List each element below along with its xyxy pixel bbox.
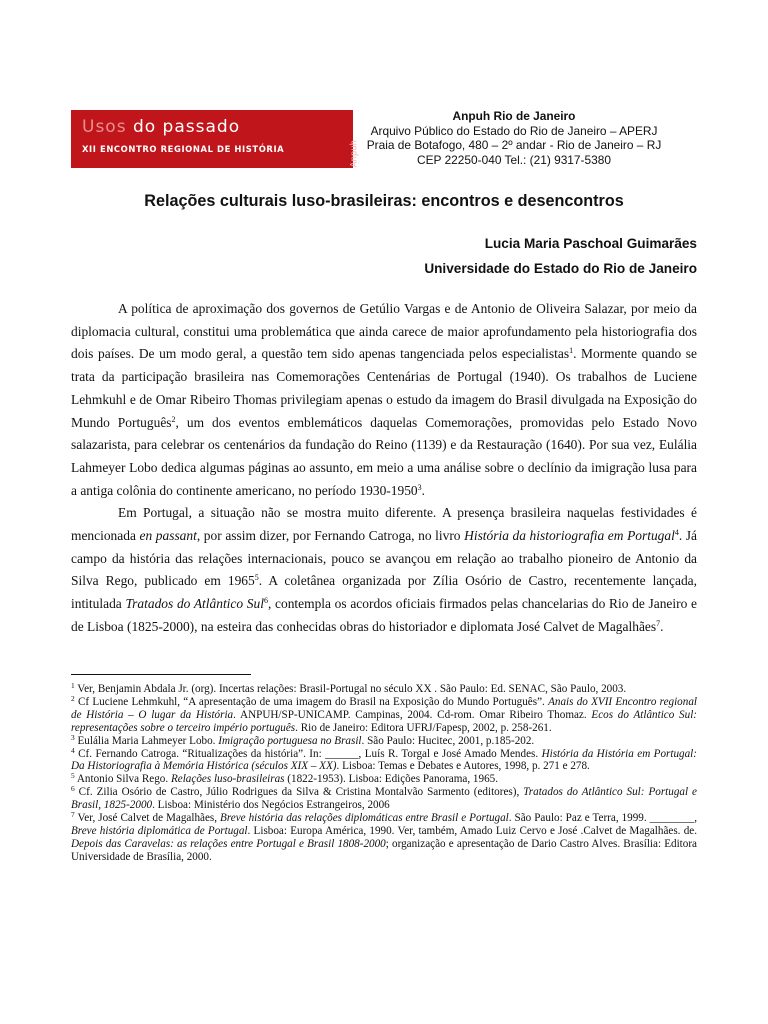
footnote-italic: Breve história diplomática de Portugal <box>71 824 248 837</box>
banner-title-main: do passado <box>126 117 241 137</box>
footnote-ref[interactable]: 2 <box>171 414 176 424</box>
footnote-italic: Breve história das relações diplomáticas entre Brasil e Portugal <box>220 812 509 825</box>
text-span: , contempla os acordos oficiais firmados pelas chancelarias do Rio de Janeiro e de Lisboa (1825-2000), na esteira das conhecidas obras do historiador e diplomata José Calvet de Magalhães <box>71 596 697 634</box>
banner-title <box>82 117 240 137</box>
footnote-ref[interactable]: 6 <box>263 596 268 606</box>
paragraph-1 <box>71 298 697 502</box>
footnote-3 <box>71 732 697 748</box>
paper-title: Relações culturais luso-brasileiras: encontros e desencontros <box>144 192 624 210</box>
footnote-text: Cf Luciene Lehmkuhl, “A apresentação de uma imagem do Brasil na Exposição do Mundo Português”. <box>74 695 549 708</box>
body-text <box>71 298 697 639</box>
text-span: . A coletânea organizada por Zília Osório de Castro, recentemente lançada, intitulada <box>71 573 697 612</box>
text-span: , por assim dizer, por Fernando Catroga, no livro <box>196 528 465 544</box>
banner-title-faded: Usos <box>82 117 127 137</box>
footnote-text: . Lisboa: Ministério dos Negócios Estrangeiros, 2006 <box>152 799 390 812</box>
footnote-text: . São Paulo: Paz e Terra, 1999. ________, <box>508 812 697 825</box>
banner-subtitle: XII ENCONTRO REGIONAL DE HISTÓRIA <box>82 144 285 154</box>
footnote-text: Cf. Fernando Catroga. “Ritualizações da história”. In: ______, Luís R. Torgal e José Amado Mendes. <box>74 747 542 760</box>
italic-book-title: Tratados do Atlântico Sul <box>125 596 264 612</box>
footnotes <box>71 683 697 864</box>
event-logo-banner <box>71 110 359 168</box>
text-span: A política de aproximação dos governos de Getúlio Vargas e de Antonio de Oliveira Salazar, por meio da diplomacia cultural, constitui uma problemática que ainda carece de maior aprofundamento pela historiografia dos dois países. De um modo geral, a questão tem sido apenas tangenciada pelos especialistas <box>71 301 697 362</box>
footnote-italic: Tratados do Atlântico Sul: Portugal e Brasil, 1825-2000 <box>71 786 697 812</box>
footnote-number: 6 <box>71 784 75 794</box>
footnote-text: Cf. Zilia Osório de Castro, Júlio Rodrigues da Silva & Cristina Montalvão Sarmento (editores), <box>74 786 524 799</box>
footnote-number: 7 <box>71 810 75 820</box>
institution-line-2: Praia de Botafogo, 480 – 2º andar - Rio de Janeiro – RJ <box>366 138 662 152</box>
footnote-ref[interactable]: 5 <box>254 573 259 583</box>
institution-line-3: CEP 22250-040 Tel.: (21) 9317-5380 <box>417 152 611 167</box>
text-span: . Mormente quando se trata da participação brasileira nas Comemorações Centenárias de Portugal (1940). Os trabalhos de Luciene Lehmkuhl e de Omar Ribeiro Thomas privilegiam apenas o estudo da imagem do Brasil divulgada na Exposição do Mundo Português <box>71 346 697 430</box>
footnote-italic: Ecos do Atlântico Sul: representações sobre o terceiro império português <box>71 708 697 734</box>
footnote-text: (1822-1953). Lisboa: Edições Panorama, 1965. <box>284 773 498 786</box>
footnote-text: Antonio Silva Rego. <box>74 773 171 786</box>
footnote-number: 3 <box>71 732 75 742</box>
institution-line-1: Arquivo Público do Estado do Rio de Janeiro – APERJ <box>370 123 658 138</box>
footnote-text: . Lisboa: Europa América, 1990. Ver, também, Amado Luiz Cervo e José .Calvet de Magalhães. de. <box>247 824 697 837</box>
paragraph-2 <box>71 502 697 638</box>
footnote-text: ; organização e apresentação de Dario Castro Alves. Brasília: Editora Universidade de Brasília, 2000. <box>71 837 698 863</box>
footnote-italic: História da História em Portugal: Da Historiografia à Memória Histórica (séculos XIX – XX) <box>71 747 697 773</box>
footnote-number: 4 <box>71 745 75 755</box>
footnote-ref[interactable]: 4 <box>674 528 679 538</box>
institution-name: Anpuh Rio de Janeiro <box>452 109 576 123</box>
footnote-text: . Lisboa: Temas e Debates e Autores, 1998, p. 271 e 278. <box>336 760 590 773</box>
text-span: . <box>660 618 664 634</box>
institution-header <box>344 109 684 167</box>
footnote-5 <box>71 773 697 786</box>
author-name: Lucia Maria Paschoal Guimarães <box>484 236 697 251</box>
footnote-ref[interactable]: 1 <box>569 346 574 356</box>
banner-side-text: Anpuh <box>349 140 359 168</box>
footnote-number: 2 <box>71 693 75 703</box>
italic-term: en passant <box>139 528 197 544</box>
footnote-2 <box>71 693 697 735</box>
footnote-number: 1 <box>71 681 75 690</box>
footnote-text: . São Paulo: Hucitec, 2001, p.185-202. <box>361 734 535 747</box>
author-affiliation: Universidade do Estado do Rio de Janeiro <box>424 261 697 276</box>
text-span: , um dos eventos emblemáticos daquelas Comemorações, promovidas pelo Estado Novo salazarista, para celebrar os centenários da fundação do Reino (1139) e da Restauração (1640). Por sua vez, Eulália Lahmeyer Lobo dedica algumas páginas ao assunto, em meio a uma análise sobre o declínio da imigração lusa para a antiga colônia do continente americano, no período 1930-1950 <box>71 414 698 498</box>
footnote-ref[interactable]: 7 <box>656 618 661 628</box>
text-span: . <box>421 482 426 498</box>
footnote-text: Ver, José Calvet de Magalhães, <box>74 812 221 825</box>
footnote-text: . Rio de Janeiro: Editora UFRJ/Fapesp, 2002, p. 258-261. <box>295 721 552 734</box>
footnote-text: Eulália Maria Lahmeyer Lobo. <box>74 734 219 747</box>
footnote-7 <box>71 812 697 864</box>
text-span: . Já campo da história das relações internacionais, pouco se avançou em relação ao trabalho pioneiro de Antonio da Silva Rego, publicado em 1965 <box>71 528 698 589</box>
footnote-4 <box>71 745 697 774</box>
footnote-separator <box>71 674 251 675</box>
footnote-ref[interactable]: 3 <box>417 482 422 492</box>
footnote-italic: Imigração portuguesa no Brasil <box>218 734 362 747</box>
footnote-number: 5 <box>71 771 75 781</box>
footnote-italic: Relações luso-brasileiras <box>170 773 285 786</box>
text-span: Em Portugal, a situação não se mostra muito diferente. A presença brasileira naquelas festividades é mencionada <box>71 505 697 544</box>
footnote-italic: Anais do XVII Encontro regional de História – O lugar da História <box>71 695 697 721</box>
footnote-italic: Depois das Caravelas: as relações entre Portugal e Brasil 1808-2000 <box>71 837 386 850</box>
footnote-text: Ver, Benjamin Abdala Jr. (org). Incertas relações: Brasil-Portugal no século XX . São Paulo: Ed. SENAC, São Paulo, 2003. <box>74 683 627 695</box>
italic-book-title: História da historiografia em Portugal <box>464 528 675 544</box>
footnote-1 <box>71 683 697 696</box>
footnote-text: . ANPUH/SP-UNICAMP. Campinas, 2004. Cd-rom. Omar Ribeiro Thomaz. <box>233 708 592 721</box>
footnote-6 <box>71 786 697 812</box>
